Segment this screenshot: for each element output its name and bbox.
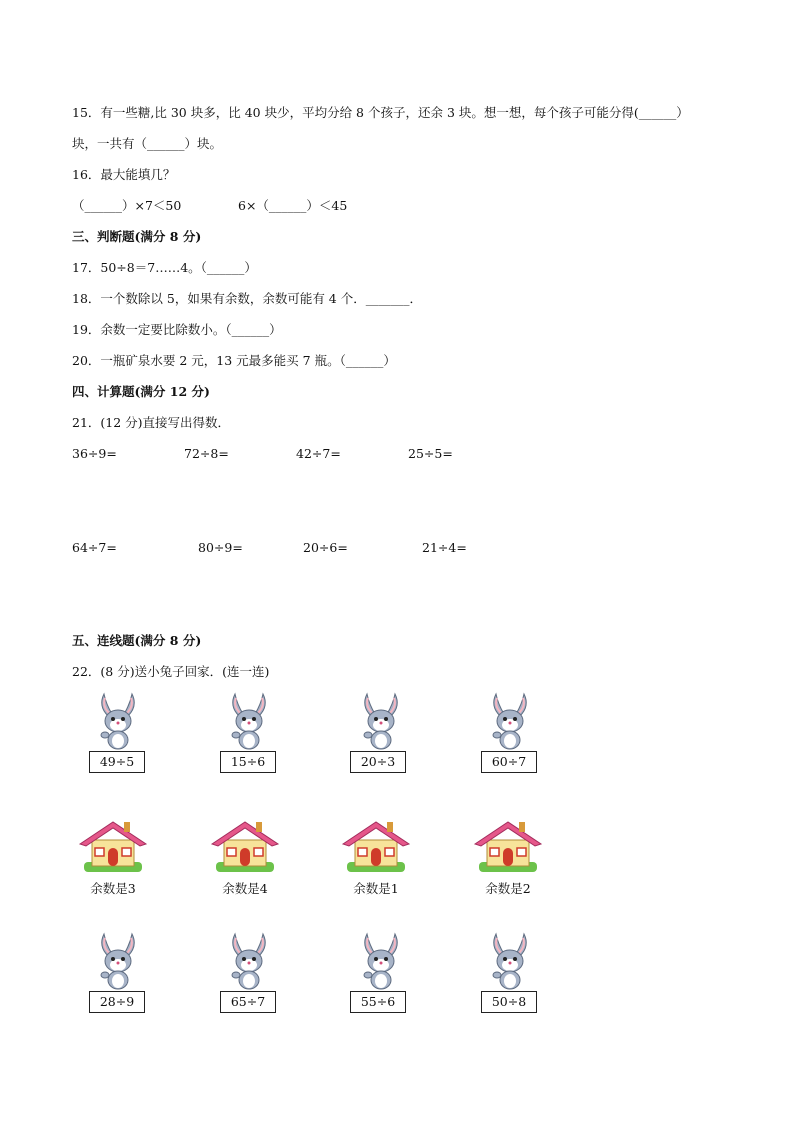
- calc-item: 64÷7=: [72, 540, 117, 555]
- rabbit-label-box: 50÷8: [481, 991, 537, 1013]
- q20: 20．一瓶矿泉水要 2 元，13 元最多能买 7 瓶。（______）: [72, 353, 396, 368]
- rabbit-icon: [223, 690, 275, 750]
- q16: 16．最大能填几？: [72, 167, 176, 182]
- section-5-heading: 五、连线题(满分 8 分): [72, 633, 202, 648]
- rabbit-icon: [92, 690, 144, 750]
- q19: 19．余数一定要比除数小。（______）: [72, 322, 282, 337]
- rabbit-label-box: 60÷7: [481, 751, 537, 773]
- calc-item: 20÷6=: [303, 540, 348, 555]
- q15-line1: 15．有一些糖,比 30 块多，比 40 块少，平均分给 8 个孩子，还余 3 块。想一想，每个孩子可能分得(______）: [72, 105, 689, 120]
- calc-item: 80÷9=: [198, 540, 243, 555]
- calc-item: 36÷9=: [72, 446, 117, 461]
- calc-item: 21÷4=: [422, 540, 467, 555]
- q16-b: 6×（______）＜45: [238, 198, 348, 213]
- rabbit-label-box: 20÷3: [350, 751, 406, 773]
- house-caption: 余数是4: [222, 881, 268, 896]
- rabbit-icon: [484, 930, 536, 990]
- q21: 21．(12 分)直接写出得数．: [72, 415, 231, 430]
- q22: 22．(8 分)送小兔子回家．(连一连): [72, 664, 270, 679]
- rabbit-label-box: 65÷7: [220, 991, 276, 1013]
- calc-item: 72÷8=: [184, 446, 229, 461]
- house-icon: [78, 818, 148, 874]
- calc-item: 25÷5=: [408, 446, 453, 461]
- rabbit-label-box: 55÷6: [350, 991, 406, 1013]
- q15-line2: 块，一共有（______）块。: [72, 136, 223, 151]
- house-caption: 余数是3: [90, 881, 136, 896]
- section-3-heading: 三、判断题(满分 8 分): [72, 229, 202, 244]
- house-caption: 余数是2: [485, 881, 531, 896]
- rabbit-label-box: 28÷9: [89, 991, 145, 1013]
- rabbit-label-box: 49÷5: [89, 751, 145, 773]
- house-icon: [210, 818, 280, 874]
- rabbit-icon: [223, 930, 275, 990]
- q16-a: （______）×7＜50: [72, 198, 182, 213]
- section-4-heading: 四、计算题(满分 12 分): [72, 384, 210, 399]
- rabbit-icon: [92, 930, 144, 990]
- house-caption: 余数是1: [353, 881, 399, 896]
- house-icon: [473, 818, 543, 874]
- house-icon: [341, 818, 411, 874]
- rabbit-label-box: 15÷6: [220, 751, 276, 773]
- rabbit-icon: [484, 690, 536, 750]
- calc-item: 42÷7=: [296, 446, 341, 461]
- q18: 18．一个数除以 5，如果有余数，余数可能有 4 个．_______．: [72, 291, 422, 306]
- rabbit-icon: [355, 690, 407, 750]
- q17: 17．50÷8＝7……4。（______）: [72, 260, 257, 275]
- rabbit-icon: [355, 930, 407, 990]
